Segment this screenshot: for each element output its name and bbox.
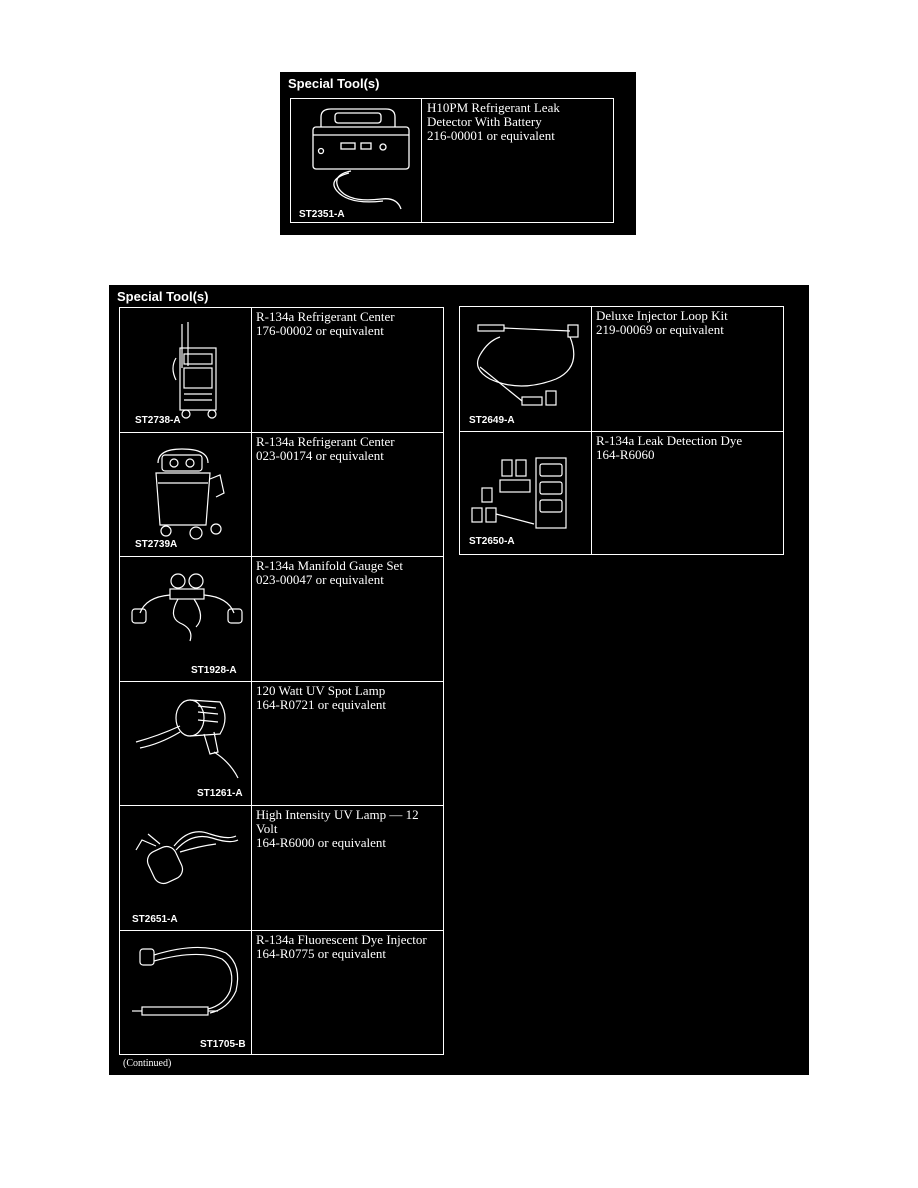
tool-row <box>119 681 444 806</box>
tool-description <box>256 435 439 463</box>
tool-description <box>256 684 439 712</box>
tool-part-number: 164-R6060 <box>596 447 655 462</box>
tool-name-line: R-134a Leak Detection Dye <box>596 433 743 448</box>
manifold-gauge-illustration-icon <box>120 557 251 681</box>
tool-name-line: 120 Watt UV Spot Lamp <box>256 683 386 698</box>
continued-note: (Continued) <box>123 1058 172 1069</box>
tool-code: ST2738-A <box>135 415 181 426</box>
tool-image-cell <box>120 931 252 1054</box>
tool-row <box>119 307 444 433</box>
tool-name-line: High Intensity UV Lamp — 12 <box>256 807 419 822</box>
tool-row <box>119 805 444 931</box>
refrigerant-center-illustration-icon <box>120 308 251 432</box>
tool-part-number: 164-R0775 or equivalent <box>256 946 386 961</box>
tool-row <box>119 432 444 557</box>
tool-image-cell <box>460 432 592 554</box>
panel-title: Special Tool(s) <box>288 76 380 91</box>
tool-part-number: 023-00174 or equivalent <box>256 448 384 463</box>
tool-code: ST2351-A <box>299 209 345 220</box>
tool-row <box>459 306 784 432</box>
tool-image-cell <box>291 99 422 222</box>
tool-image-cell <box>120 433 252 556</box>
injector-loop-illustration-icon <box>460 307 591 431</box>
tool-image-cell <box>120 806 252 930</box>
tool-description <box>256 933 439 961</box>
uv-spot-lamp-illustration-icon <box>120 682 251 805</box>
leak-detector-illustration-icon <box>291 99 421 222</box>
refrigerant-center-cart-illustration-icon <box>120 433 251 556</box>
tool-image-cell <box>460 307 592 431</box>
tool-description <box>256 310 439 338</box>
tool-code: ST1928-A <box>191 665 237 676</box>
tool-name-line: R-134a Refrigerant Center <box>256 309 395 324</box>
tool-code: ST2649-A <box>469 415 515 426</box>
tool-description <box>256 808 439 850</box>
tool-part-number: 164-R0721 or equivalent <box>256 697 386 712</box>
tool-code: ST2739A <box>135 539 178 550</box>
main-special-tools-panel <box>109 285 809 1075</box>
tool-name-line: Detector With Battery <box>427 114 542 129</box>
tool-name-line: Deluxe Injector Loop Kit <box>596 308 728 323</box>
tool-code: ST2651-A <box>132 914 178 925</box>
tool-row <box>459 431 784 555</box>
top-special-tools-panel <box>280 72 636 235</box>
tool-description <box>596 434 779 462</box>
tool-name-line: Volt <box>256 821 278 836</box>
tool-row <box>119 556 444 682</box>
tool-name-line: H10PM Refrigerant Leak <box>427 100 560 115</box>
tool-image-cell <box>120 557 252 681</box>
tool-part-number: 219-00069 or equivalent <box>596 322 724 337</box>
dye-injector-illustration-icon <box>120 931 251 1054</box>
tool-part-number: 164-R6000 or equivalent <box>256 835 386 850</box>
tool-description <box>427 101 609 143</box>
tool-row <box>290 98 614 223</box>
tool-image-cell <box>120 682 252 805</box>
tool-row <box>119 930 444 1055</box>
tool-code: ST1705-B <box>200 1039 246 1050</box>
tool-code: ST1261-A <box>197 788 243 799</box>
tool-name-line: R-134a Refrigerant Center <box>256 434 395 449</box>
tool-name-line: R-134a Fluorescent Dye Injector <box>256 932 427 947</box>
tool-part-number: 023-00047 or equivalent <box>256 572 384 587</box>
tool-code: ST2650-A <box>469 536 515 547</box>
tool-description <box>256 559 439 587</box>
tool-part-number: 216-00001 or equivalent <box>427 128 555 143</box>
tool-name-line: R-134a Manifold Gauge Set <box>256 558 403 573</box>
tool-image-cell <box>120 308 252 432</box>
uv-lamp-illustration-icon <box>120 806 251 930</box>
tool-part-number: 176-00002 or equivalent <box>256 323 384 338</box>
panel-title: Special Tool(s) <box>117 289 209 304</box>
tool-description <box>596 309 779 337</box>
